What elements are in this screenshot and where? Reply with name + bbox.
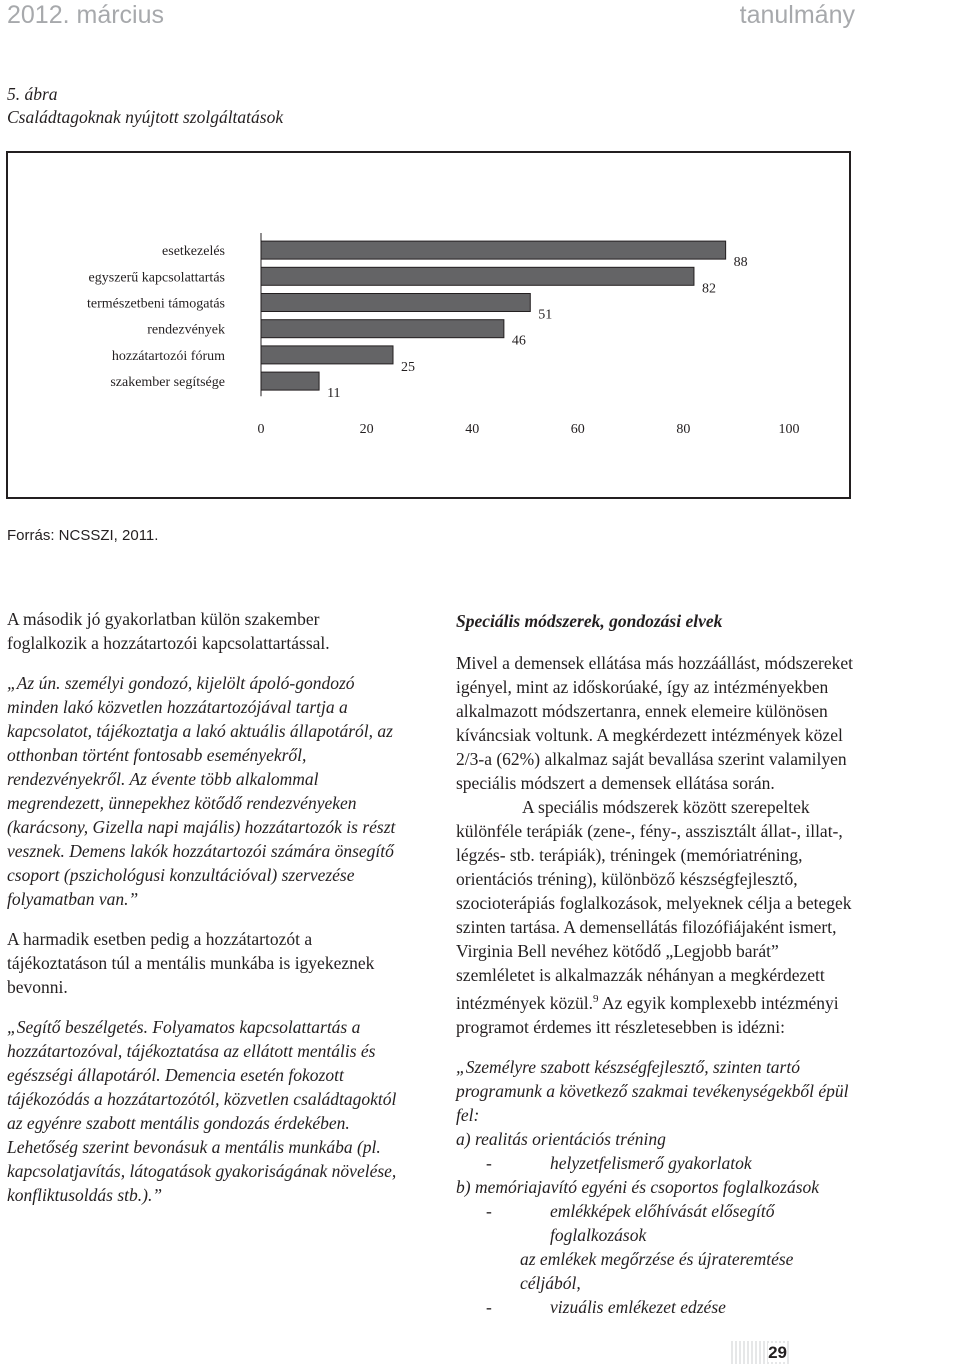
- page-number: [731, 1341, 791, 1364]
- page-number-text: 29: [768, 1343, 787, 1362]
- running-header-date: 2012. március: [7, 1, 165, 29]
- list-item: b) memóriajavító egyéni és csoportos foglalkozások: [456, 1176, 820, 1197]
- quote-paragraph: „Segítő beszélgetés. Folyamatos kapcsolattartás a hozzátartozóval, tájékoztatása az ellátott mentális és egészségi állapotáról. Demencia esetén fokozott tájékozódás a hozzátartozótól, közvetlen családtagoktól az egyénre szabott mentális gondozás érdekében. Lehetőség szerint bevonásuk a mentális munkába (pl. kapcsolatjavítás, látogatások gyakoriságának növelése, konfliktusoldás stb.).”: [7, 1017, 397, 1205]
- bar: [261, 372, 319, 390]
- figure-title: Családtagoknak nyújtott szolgáltatások: [7, 107, 284, 127]
- category-label: természetbeni támogatás: [87, 296, 225, 312]
- paragraph: Mivel a demensek ellátása más hozzáállást, módszereket igényel, mint az időskorúaké, így az intézményekben alkalmazott módszertanra, ennek elemeire különösen kíváncsiak voltunk. A megkérdezett intézmények közel 2/3-a (62%) alkalmaz saját bevallása szerint valamilyen speciális módszert a demensek ellátása során.: [456, 653, 853, 793]
- x-tick-label: 40: [465, 422, 480, 437]
- data-label: 82: [701, 281, 716, 297]
- paragraph-text: A speciális módszerek között szerepeltek különféle terápiák (zene-, fény-, asszisztált állat-, illat-, légzés- stb. terápiák), tréningek (memóriatréning, orientációs tréning), különböző készségfejlesztő, szocioterápiás foglalkozások, melyeknek célja a betegek szinten tartása. A demensellátás filozófiájaként ismert, Virginia Bell nevéhez kötődő „Legjobb barát” szemléletet is alkalmazzák néhányan a megkérdezett intézmények közül.: [456, 797, 852, 1013]
- program-quote: [456, 1055, 856, 1319]
- data-label: 88: [733, 255, 748, 271]
- bar: [261, 241, 726, 259]
- data-label: 51: [538, 307, 553, 323]
- paragraph: A második jó gyakorlatban külön szakember foglalkozik a hozzátartozói kapcsolattartással.: [7, 609, 330, 653]
- dash: -: [486, 1200, 492, 1221]
- figure-source: Forrás: NCSSZI, 2011.: [7, 527, 159, 544]
- x-tick-label: 100: [778, 422, 800, 437]
- bar-chart-svg: [8, 153, 853, 501]
- paragraph-text: Az egyik komplexebb intézményi programot érdemes itt részletesebben is idézni:: [456, 992, 839, 1037]
- category-label: egyszerű kapcsolattartás: [88, 270, 225, 286]
- running-header-section: tanulmány: [739, 1, 855, 29]
- list-subitem: [456, 1151, 856, 1175]
- category-label: rendezvények: [147, 322, 225, 338]
- data-label: 46: [511, 333, 526, 349]
- paragraph: [456, 795, 856, 1039]
- dash: -: [486, 1152, 492, 1173]
- x-tick-label: 60: [570, 422, 585, 437]
- bar: [261, 294, 530, 312]
- category-label: hozzátartozói fórum: [111, 348, 225, 364]
- quote-intro: „Személyre szabott készségfejlesztő, szinten tartó programunk a következő szakmai tevékenységekből épül fel:: [456, 1056, 849, 1125]
- quote-paragraph: „Az ún. személyi gondozó, kijelölt ápoló-gondozó minden lakó közvetlen hozzátartozójával tartja a kapcsolatot, tájékoztatja a lakó aktuális állapotáról, az otthonban történt fontosabb eseményekről, rendezvényekről. Az évente több alkalommal megrendezett, ünnepekhez kötődő rendezvényeken (karácsony, Gizella napi majális) hozzátartozók is részt vesznek. Demens lakók hozzátartozói számára önsegítő csoport (pszichológusi konzultációval) szervezése folyamatban van.”: [7, 673, 396, 909]
- list-subitem-text: vizuális emlékezet edzése: [550, 1296, 726, 1317]
- category-label: szakember segítsége: [110, 375, 225, 391]
- bar: [261, 346, 393, 364]
- list-subitem-text: emlékképek előhívását elősegítő foglalkozások: [550, 1200, 775, 1245]
- section-title: Speciális módszerek, gondozási elvek: [456, 611, 723, 631]
- x-tick-label: 0: [257, 422, 265, 437]
- list-subitem: [456, 1295, 856, 1319]
- list-subitem-cont: az emlékek megőrzése és újrateremtése céljából,: [520, 1248, 794, 1293]
- right-column: [456, 609, 856, 1319]
- x-tick-label: 80: [676, 422, 691, 437]
- left-column: [7, 607, 402, 1207]
- bar: [261, 320, 504, 338]
- bar: [261, 267, 694, 285]
- list-item: a) realitás orientációs tréning: [456, 1128, 666, 1149]
- x-tick-label: 20: [359, 422, 374, 437]
- paragraph: A harmadik esetben pedig a hozzátartozót a tájékoztatáson túl a mentális munkába is igyekeznek bevonni.: [7, 929, 375, 997]
- data-label: 11: [327, 386, 341, 402]
- list-subitem: [456, 1199, 856, 1247]
- dash: -: [486, 1296, 492, 1317]
- data-label: 25: [401, 359, 415, 375]
- footnote-mark: 9: [593, 993, 599, 1005]
- figure-number: 5. ábra: [7, 84, 58, 104]
- list-subitem-text: helyzetfelismerő gyakorlatok: [550, 1152, 752, 1173]
- category-label: esetkezelés: [162, 244, 225, 260]
- bar-chart: [6, 151, 851, 499]
